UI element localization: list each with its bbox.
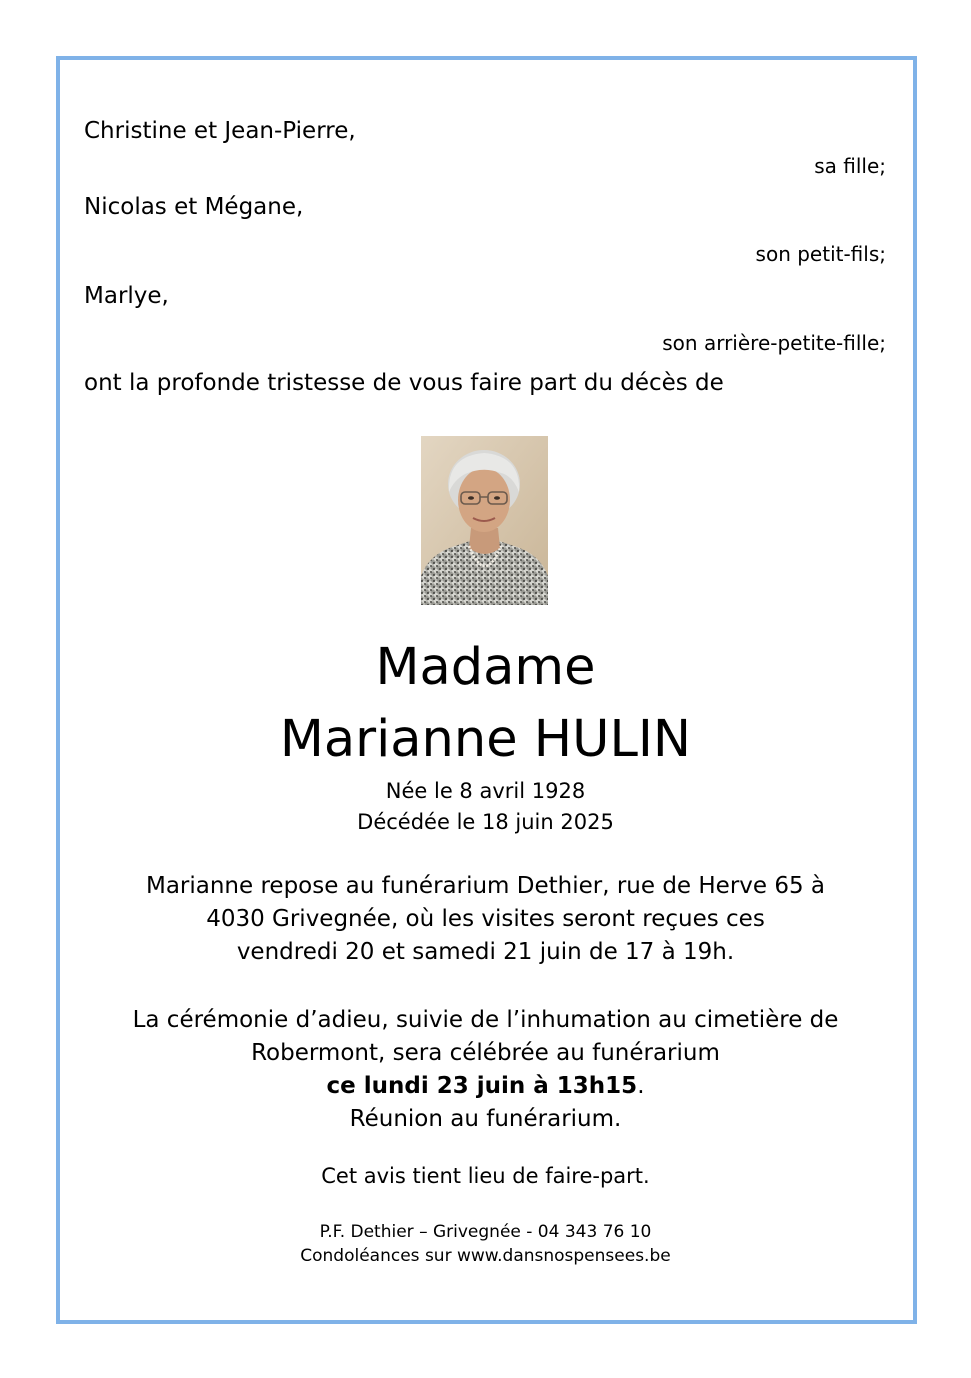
visitation-info	[60, 870, 911, 969]
ceremony-date-bold: ce lundi 23 juin à 13h15	[326, 1073, 638, 1099]
ceremony-line: Robermont, sera célébrée au funérarium	[251, 1040, 720, 1066]
family-relation: son petit-fils;	[755, 242, 886, 266]
announcement-intro: ont la profonde tristesse de vous faire part du décès de	[84, 370, 724, 396]
visitation-line: 4030 Grivegnée, où les visites seront reçues ces	[206, 906, 765, 932]
birth-date: Née le 8 avril 1928	[385, 779, 586, 803]
deceased-name: Marianne HULIN	[279, 710, 692, 769]
family-name: Nicolas et Mégane,	[84, 194, 304, 220]
family-relation: sa fille;	[814, 154, 886, 178]
ceremony-line: Réunion au funérarium.	[349, 1106, 622, 1132]
footer	[60, 1220, 911, 1268]
ceremony-info	[60, 1004, 911, 1136]
visitation-line: vendredi 20 et samedi 21 juin de 17 à 19h.	[236, 939, 735, 965]
funeral-home-contact: P.F. Dethier – Grivegnée - 04 343 76 10	[319, 1222, 652, 1242]
ceremony-line: La cérémonie d’adieu, suivie de l’inhumation au cimetière de	[132, 1007, 839, 1033]
visitation-line: Marianne repose au funérarium Dethier, rue de Herve 65 à	[145, 873, 826, 899]
notice-text: Cet avis tient lieu de faire-part.	[321, 1164, 650, 1188]
family-name: Christine et Jean-Pierre,	[84, 118, 356, 144]
deceased-title: Madame	[375, 638, 596, 697]
family-relation: son arrière-petite-fille;	[662, 331, 886, 355]
condolences-website: Condoléances sur www.dansnospensees.be	[300, 1246, 671, 1266]
portrait-photo	[421, 436, 548, 605]
ceremony-date-suffix: .	[637, 1073, 645, 1099]
death-date: Décédée le 18 juin 2025	[357, 810, 614, 834]
ceremony-date	[60, 1070, 911, 1103]
family-name: Marlye,	[84, 283, 169, 309]
